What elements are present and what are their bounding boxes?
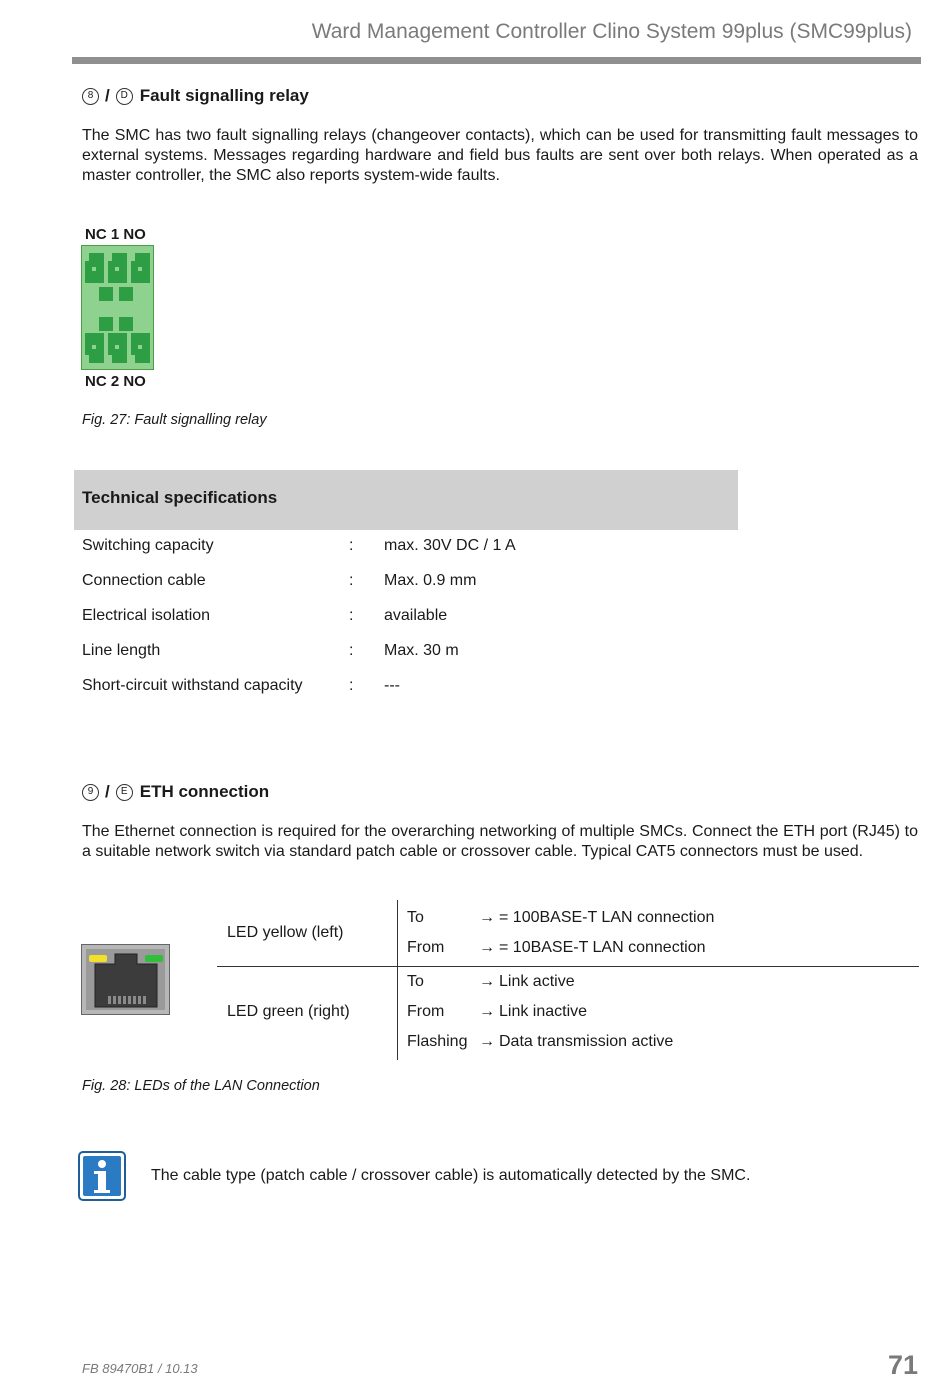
terminal-label-bottom: NC 2 NO [85,373,146,390]
spec-value: Max. 30 m [384,642,459,659]
header-rule [72,57,921,64]
footer-doc-reference: FB 89470B1 / 10.13 [82,1361,198,1376]
circled-number-marker: 8 [82,88,99,105]
led-table-horizontal-divider [217,966,919,967]
led-state: From [407,939,445,956]
spec-separator: : [349,572,354,589]
info-icon [78,1151,126,1206]
led-meaning: Link active [499,973,575,990]
arrow-right-icon: → [479,939,495,956]
led-state: To [407,973,424,990]
led-meaning: = 10BASE-T LAN connection [499,939,706,956]
led-green-label: LED green (right) [227,1003,350,1020]
arrow-right-icon: → [479,1003,495,1020]
arrow-right-icon: → [479,1033,495,1050]
spec-separator: : [349,677,354,694]
page-number: 71 [887,1350,918,1380]
spec-separator: : [349,642,354,659]
spec-separator: : [349,607,354,624]
terminal-label-top: NC 1 NO [85,226,146,243]
spec-key: Switching capacity [82,537,214,554]
led-meaning: Data transmission active [499,1033,674,1050]
rj45-port-image [81,944,171,1021]
led-state: To [407,909,424,926]
spec-row [82,607,722,631]
led-state: From [407,1003,445,1020]
spec-key: Short-circuit withstand capacity [82,677,303,694]
fault-relay-description: The SMC has two fault signalling relays (changeover contacts), which can be used for transmitting fault messages to external systems. Messages regarding hardware and field bus faults are sent over both relays. When operated as a master controller, the SMC also reports system-wide faults. [82,127,918,184]
spec-row [82,677,722,701]
spec-key: Connection cable [82,572,206,589]
arrow-right-icon: → [479,909,495,926]
spec-value: --- [384,677,400,694]
section-title: Fault signalling relay [139,86,309,105]
spec-value: Max. 0.9 mm [384,572,477,589]
section-heading-eth [82,782,269,802]
led-table-vertical-divider [397,900,398,1060]
spec-separator: : [349,537,354,554]
led-meaning: Link inactive [499,1003,588,1020]
circled-letter-marker: E [116,784,133,801]
section-heading-fault-relay [82,86,309,106]
spec-key: Electrical isolation [82,607,211,624]
figure-caption-28: Fig. 28: LEDs of the LAN Connection [82,1078,320,1094]
spec-key: Line length [82,642,161,659]
spec-value: max. 30V DC / 1 A [384,537,516,554]
led-meaning: = 100BASE-T LAN connection [499,909,715,926]
circled-number-marker: 9 [82,784,99,801]
header-title: Ward Management Controller Clino System 99plus (SMC99plus) [311,20,912,43]
led-yellow-label: LED yellow (left) [227,924,344,941]
circled-letter-marker: D [116,88,133,105]
marker-separator: / [105,86,110,105]
info-note-text: The cable type (patch cable / crossover cable) is automatically detected by the SMC. [151,1167,751,1184]
spec-row [82,537,722,561]
section-title: ETH connection [139,782,270,801]
arrow-right-icon: → [479,973,495,990]
spec-value: available [384,607,448,624]
specs-heading: Technical specifications [82,488,278,507]
led-state: Flashing [407,1033,468,1050]
figure-caption-27: Fig. 27: Fault signalling relay [82,412,267,428]
spec-row [82,572,722,596]
specs-header [74,470,738,530]
marker-separator: / [105,782,110,801]
spec-row [82,642,722,666]
eth-description: The Ethernet connection is required for the overarching networking of multiple SMCs. Connect the ETH port (RJ45) to a suitable network switch via standard patch cable or crossover cable. Typical CAT5 connectors must be used. [82,823,918,860]
relay-terminal-diagram [81,245,155,376]
